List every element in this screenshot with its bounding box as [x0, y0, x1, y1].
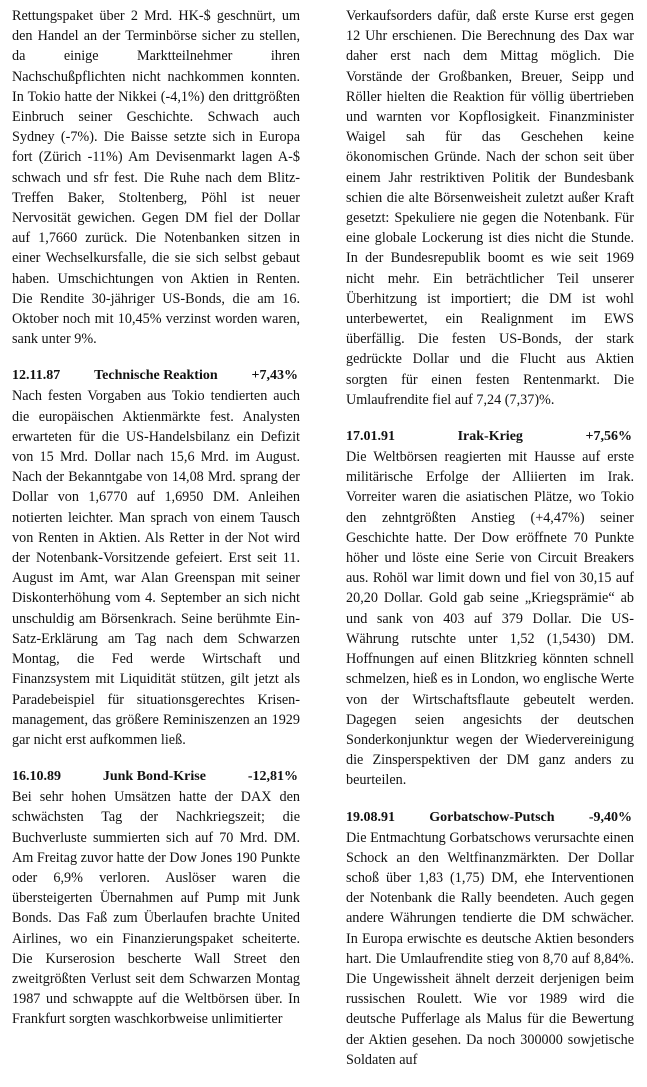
continued-paragraph [12, 6, 300, 349]
entry-irak-krieg [346, 427, 634, 790]
entry-text: Bei sehr hohen Umsätzen hatte der DAX den schwächsten Tag der Nachkriegszeit; die Buchverluste summierten sich auf 70 Mrd. DM. Am Freitag zuvor hatte der Dow Jones 190 Punkte oder 6,9% verloren. Auslöser waren die übersteigerten Übernahmen auf Pump mit Junk Bonds. Das Faß zum Überlaufen brachte United Airlines, wo ein Finanzierungspaket scheiterte. Die Kurserosion bescherte Wall Street den zweitgrößten Verlust seit dem Schwarzen Montag 1987 und schwappte auf die Weltbörsen über. In Frankfurt sorgten waschkorbweise unlimitierter [12, 789, 300, 1028]
entry-heading [12, 366, 300, 386]
entry-change: +7,43% [251, 368, 298, 384]
entry-change: -12,81% [247, 769, 298, 785]
entry-text: Die Weltbörsen reagierten mit Hausse auf erste militärische Erfolge der Alliierten im Irak. Vorreiter waren die asiatischen Plätze, wo Tokio den zehntgrößten Anstieg (+4,47%) seiner Geschichte hatte. Der Dow eröffnete 70 Punkte höher und löste eine Serie von Circuit Breakers aus. Rohöl war limit down und fiel von 30,15 auf 20,20 Dollar. Gold gab seine „Kriegsprämie“ ab und sank von 403 auf 379 Dollar. Die US-Währung rutschte unter 1,52 (1,5430) DM. Hoffnungen auf einen Blitzkrieg könnten schnell schmelzen, hieß es in London, wo englische Werte von der Wirtschaftsflaute gebeutelt werden. Dagegen seien angesichts der deutschen Sonderkonjunktur wegen der Wiedervereinigung die Zinsperspektiven der DM ganz anders zu beurteilen. [346, 449, 634, 789]
entry-title: Irak-Krieg [457, 429, 523, 445]
right-column [346, 6, 634, 1087]
entry-technische-reaktion [12, 366, 300, 750]
entry-heading [12, 767, 300, 787]
entry-title: Technische Reaktion [94, 368, 218, 384]
entry-title: Gorbatschow-Putsch [429, 809, 555, 825]
left-column [12, 6, 300, 1047]
entry-heading [346, 808, 634, 828]
continued-paragraph [346, 6, 634, 410]
entry-change: +7,56% [585, 429, 632, 445]
entry-date: 16.10.89 [12, 769, 61, 785]
paragraph-text: Verkaufsorders dafür, daß erste Kurse erst gegen 12 Uhr erschienen. Die Berechnung des Dax war daher erst nach dem Mittag möglich. Die Vorstände der Großbanken, Breuer, Seipp und Röller hielten die Reaktion für völlig übertrieben und warnten vor Kopflosigkeit. Finanzminister Waigel sah für das Geschehen keine ökonomischen Gründe. Nach der schon seit über einem Jahr restriktiven Politik der Bundesbank schien die alte Börsenweisheit zuletzt außer Kraft gesetzt: Spekuliere nie gegen die Notenbank. Für eine globale Lockerung ist dies nicht die Stunde. In der Bundesrepublik boomt es wie seit 1969 nicht mehr. Ein beträchtlicher Teil unserer Überhitzung ist importiert; die DM ist wohl unterbewertet, ein Realignment im EWS überfällig. Die festen US-Bonds, der stark gedrückte Dollar und die Flucht aus Aktien sorgten für einen festen Rentenmarkt. Die Umlaufrendite fiel auf 7,24 (7,37)%. [346, 8, 634, 408]
entry-junk-bond-krise [12, 767, 300, 1029]
entry-text: Nach festen Vorgaben aus Tokio tendierten auch die europäischen Aktienmärkte fest. Analysten erwarteten für die US-Handelsbilanz ein Defizit von 15 Mrd. Dollar nach 15,6 Mrd. im August. Nach der Bekanntgabe von 14,08 Mrd. sprang der Dollar von 1,6770 auf 1,6950 DM. Anleihen notierten leichter. Man sprach von einem Tausch von Renten in Aktien. Als Retter in der Not wird der Notenbank-Vorsitzende gefeiert. Erst seit 11. August im Amt, war Alan Greenspan mit seiner Diskonterhöhung vom 4. September an sich nicht unschuldig am Börsenkrach. Seine berühmte Ein-Satz-Erklärung am Tag nach dem Schwarzen Montag, die Fed werde Wirtschaft und Finanzsystem mit Liquidität stützen, gilt jetzt als Paradebeispiel für situationsgerechtes Krisen-management, das größere Reminiszenzen an 1929 gar nicht erst aufkommen ließ. [12, 388, 300, 748]
paragraph-text: Rettungspaket über 2 Mrd. HK-$ geschnürt, um den Handel an der Terminbörse sicher zu stellen, da einige Marktteilnehmer ihren Nachschußpflichten nicht nachkommen konnten. In Tokio hatte der Nikkei (-4,1%) den drittgrößten Einbruch seiner Geschichte. Schwach auch Sydney (-7%). Die Baisse setzte sich in Europa fort (Zürich -11%) Am Devisenmarkt lagen A-$ schwach und sfr fest. Die Ruhe nach dem Blitz-Treffen Baker, Stoltenberg, Pöhl ist neuer Nervosität gewichen. Gegen DM fiel der Dollar auf 1,7660 zurück. Die Notenbanken sitzen in einer Wechselkursfalle, die sie sich selbst gebaut haben. Umschichtungen von Aktien in Renten. Die Rendite 30-jähriger US-Bonds, die am 16. Oktober noch mit 10,45% verzinst worden waren, sank unter 9%. [12, 8, 300, 348]
entry-date: 17.01.91 [346, 429, 395, 445]
entry-text: Die Entmachtung Gorbatschows verursachte einen Schock an den Weltfinanzmärkten. Der Dollar schoß über 1,83 (1,75) DM, ehe Interventionen der Notenbank die Rally beendeten. Auch gegen andere Währungen tendierte die DM schwächer. In Europa erwischte es deutsche Aktien besonders hart. Die Umlaufrendite stieg von 8,70 auf 8,84%. Die Ungewissheit ähnelt derzeit derjenigen beim russischen Roulett. Wie vor 1989 wird die deutsche Pufferlage als Malus für die Bewertung der Aktien gesehen. Da noch 300000 sowjetische Soldaten auf [346, 829, 634, 1068]
entry-date: 19.08.91 [346, 809, 395, 825]
entry-title: Junk Bond-Krise [102, 769, 206, 785]
entry-change: -9,40% [588, 809, 632, 825]
entry-heading [346, 427, 634, 447]
entry-date: 12.11.87 [12, 368, 61, 384]
